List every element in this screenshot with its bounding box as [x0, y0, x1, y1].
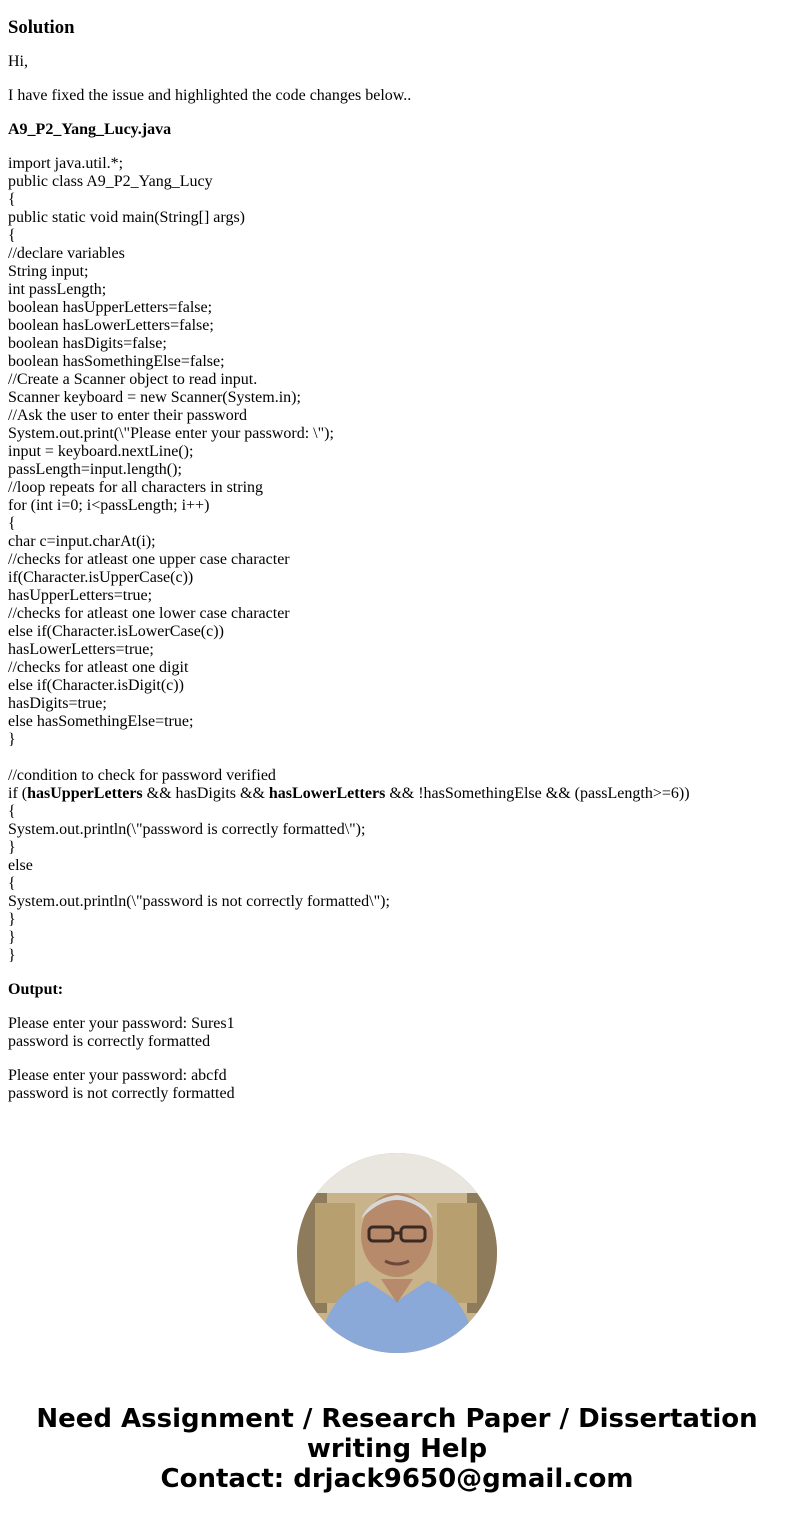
code-block — [8, 155, 788, 965]
code-line: //loop repeats for all characters in string — [8, 479, 264, 496]
promo-contact: Contact: drjack9650@gmail.com — [160, 1464, 634, 1494]
code-line: { — [8, 803, 16, 820]
code-line: else if(Character.isLowerCase(c)) — [8, 623, 224, 640]
code-line: //declare variables — [8, 245, 125, 262]
code-line: input = keyboard.nextLine(); — [8, 443, 194, 460]
code-line: public class A9_P2_Yang_Lucy — [8, 173, 213, 190]
condition-suffix: && !hasSomethingElse && (passLength>=6)) — [385, 785, 690, 802]
output-result: password is correctly formatted — [8, 1033, 211, 1050]
highlighted-lower: hasLowerLetters — [268, 785, 386, 802]
code-line: int passLength; — [8, 281, 107, 298]
highlighted-upper: hasUpperLetters — [27, 785, 143, 802]
condition-middle: && hasDigits && — [142, 785, 269, 802]
code-line: { — [8, 515, 16, 532]
code-line: { — [8, 875, 16, 892]
code-line: } — [8, 929, 16, 946]
code-line: boolean hasLowerLetters=false; — [8, 317, 214, 334]
code-line: //Ask the user to enter their password — [8, 407, 248, 424]
output-heading: Output: — [8, 981, 64, 998]
code-line: //checks for atleast one digit — [8, 659, 189, 676]
code-line: if(Character.isUpperCase(c)) — [8, 569, 194, 586]
condition-prefix: if ( — [8, 785, 28, 802]
code-line: //checks for atleast one lower case character — [8, 605, 290, 622]
code-line: import java.util.*; — [8, 155, 124, 172]
code-line: boolean hasDigits=false; — [8, 335, 167, 352]
code-line: Scanner keyboard = new Scanner(System.in); — [8, 389, 301, 406]
code-line: for (int i=0; i<passLength; i++) — [8, 497, 210, 514]
avatar-portrait-icon — [297, 1153, 497, 1353]
code-line: //checks for atleast one upper case character — [8, 551, 290, 568]
output-run-1 — [8, 1015, 788, 1051]
code-line: { — [8, 191, 16, 208]
code-line — [8, 749, 788, 767]
code-line: passLength=input.length(); — [8, 461, 182, 478]
promo-line-1: Need Assignment / Research Paper / Dissertation — [36, 1404, 758, 1434]
intro-text: I have fixed the issue and highlighted the code changes below.. — [8, 87, 412, 104]
promo-banner — [0, 1404, 794, 1494]
code-line: boolean hasUpperLetters=false; — [8, 299, 213, 316]
code-line: } — [8, 947, 16, 964]
code-line: System.out.print(\"Please enter your password: \"); — [8, 425, 334, 442]
code-line: String input; — [8, 263, 89, 280]
code-line: hasUpperLetters=true; — [8, 587, 153, 604]
code-line: } — [8, 731, 16, 748]
output-run-2 — [8, 1067, 788, 1103]
code-line: char c=input.charAt(i); — [8, 533, 156, 550]
output-prompt: Please enter your password: abcfd — [8, 1067, 227, 1084]
code-line: else hasSomethingElse=true; — [8, 713, 194, 730]
code-line: //condition to check for password verified — [8, 767, 276, 784]
output-prompt: Please enter your password: Sures1 — [8, 1015, 235, 1032]
code-line: } — [8, 839, 16, 856]
code-line: else if(Character.isDigit(c)) — [8, 677, 184, 694]
author-avatar — [297, 1153, 497, 1353]
greeting-text: Hi, — [8, 53, 28, 70]
code-line: public static void main(String[] args) — [8, 209, 245, 226]
promo-line-2: writing Help — [306, 1434, 488, 1464]
code-line: //Create a Scanner object to read input. — [8, 371, 258, 388]
output-result: password is not correctly formatted — [8, 1085, 235, 1102]
code-line: { — [8, 227, 16, 244]
code-line: } — [8, 911, 16, 928]
code-line: else — [8, 857, 33, 874]
code-line: System.out.println(\"password is correctly formatted\"); — [8, 821, 366, 838]
page-title: Solution — [8, 17, 75, 38]
solution-content — [8, 0, 788, 1103]
code-line: hasDigits=true; — [8, 695, 107, 712]
code-line: hasLowerLetters=true; — [8, 641, 154, 658]
code-lines-bottom — [8, 803, 788, 965]
code-lines-top — [8, 155, 788, 785]
code-line: boolean hasSomethingElse=false; — [8, 353, 225, 370]
file-name-heading: A9_P2_Yang_Lucy.java — [8, 121, 172, 138]
code-line: System.out.println(\"password is not correctly formatted\"); — [8, 893, 390, 910]
condition-code-line — [8, 785, 788, 803]
